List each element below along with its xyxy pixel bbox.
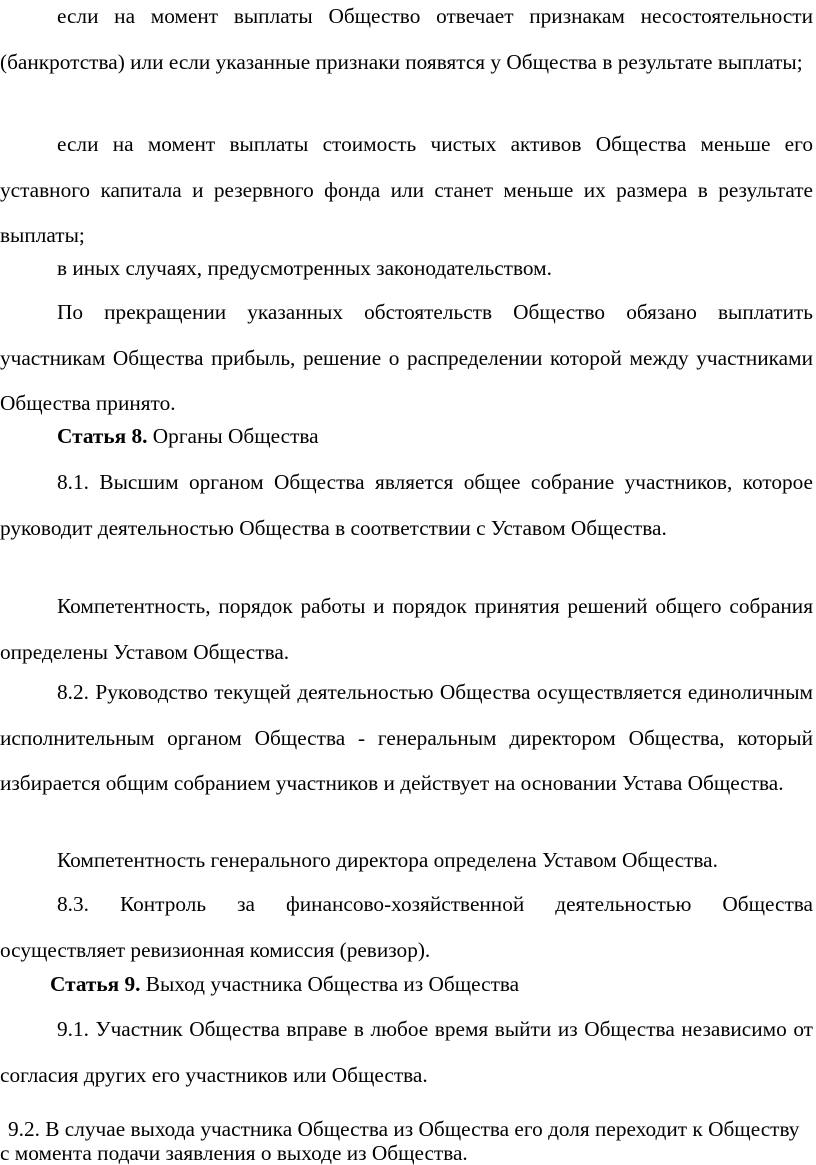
paragraph-8-2: 8.2. Руководство текущей деятельностью Общества осуществляется единоличным исполнительным органом Общества - генеральным директором Общества, который избирается общим собранием участников и действует на основании Устава Общества. <box>0 680 813 796</box>
paragraph-profit-payment: По прекращении указанных обстоятельств Общество обязано выплатить участникам Общества прибыль, решение о распределении которой между участниками Общества принято. <box>0 300 813 416</box>
article-9-label: Статья 9. <box>50 972 141 996</box>
article-8-label: Статья 8. <box>57 424 148 448</box>
article-8-heading <box>0 414 813 460</box>
paragraph-meeting-competence: Компетентность, порядок работы и порядок принятия решений общего собрания определены Уставом Общества. <box>0 594 813 664</box>
paragraph-insolvency-condition: если на момент выплаты Общество отвечает признакам несостоятельности (банкротства) или если указанные признаки появятся у Общества в результате выплаты; <box>0 4 813 74</box>
article-9-title: Выход участника Общества из Общества <box>140 972 520 996</box>
paragraph-8-3: 8.3. Контроль за финансово-хозяйственной деятельностью Общества осуществляет ревизионная комиссия (ревизор). <box>0 892 813 962</box>
paragraph-director-competence: Компетентность генерального директора определена Уставом Общества. <box>57 848 718 872</box>
paragraph-8-1: 8.1. Высшим органом Общества является общее собрание участников, которое руководит деятельностью Общества в соответствии с Уставом Общества. <box>0 470 813 540</box>
paragraph-9-2: 9.2. В случае выхода участника Общества из Общества его доля переходит к Обществу с момента подачи заявления о выходе из Общества. <box>0 1117 800 1165</box>
article-9-heading <box>0 962 813 1008</box>
paragraph-other-cases: в иных случаях, предусмотренных законодательством. <box>57 256 552 280</box>
article-8-title: Органы Общества <box>147 424 319 448</box>
paragraph-9-1: 9.1. Участник Общества вправе в любое время выйти из Общества независимо от согласия других его участников или Общества. <box>0 1017 813 1087</box>
paragraph-net-assets-condition: если на момент выплаты стоимость чистых активов Общества меньше его уставного капитала и резервного фонда или станет меньше их размера в результате выплаты; <box>0 132 813 248</box>
